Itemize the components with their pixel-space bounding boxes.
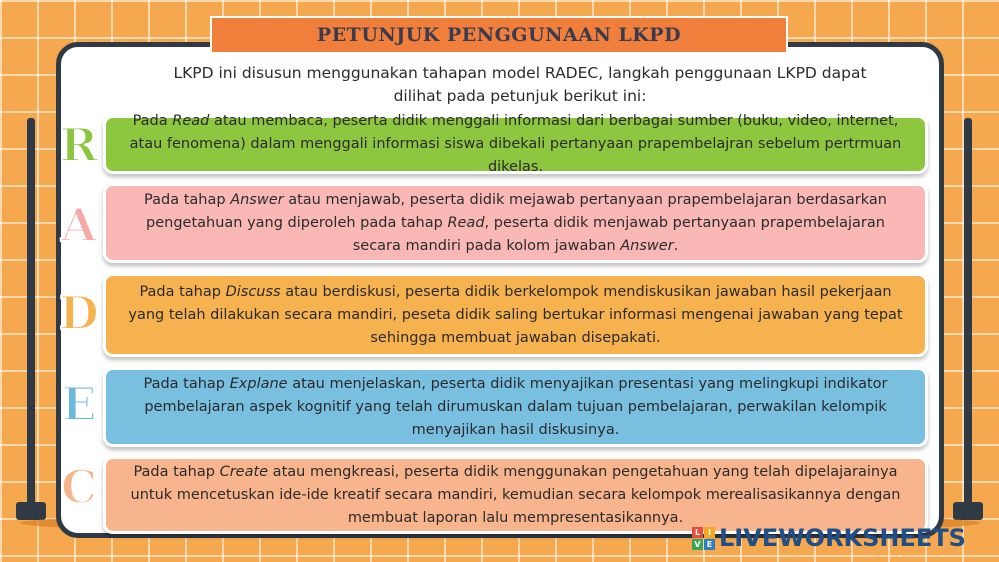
liveworksheets-brand: [692, 524, 966, 552]
term-answer: Answer: [230, 191, 284, 208]
logo-letter-v: V: [692, 539, 703, 550]
term-read: Read: [172, 113, 210, 129]
logo-letter-e: E: [704, 539, 715, 550]
step-create: [103, 456, 928, 534]
letter-a: A: [61, 198, 97, 252]
step-answer: [103, 183, 928, 263]
step-create-text: Pada tahap Create atau mengkreasi, peserta didik menggunakan pengetahuan yang telah dipelajarainya untuk mencetuskan ide-ide kreatif secara mandiri, kemudian secara kelompok merealisasikannya dengan membuat laporan lalu mempresentasikannya.: [130, 463, 901, 526]
intro-line-1: LKPD ini disusun menggunakan tahapan model RADEC, langkah penggunaan LKPD dapat: [173, 64, 867, 82]
left-pole: [27, 118, 35, 508]
liveworksheets-wordmark: LIVEWORKSHEETS: [719, 524, 966, 552]
step-discuss-text: Pada tahap Discuss atau berdiskusi, peserta didik berkelompok mendiskusikan jawaban hasil pekerjaan yang telah dilakukan secara mandiri, peseta didik saling bertukar informasi mengenai jawaban yang tepat sehingga membuat jawaban disepakati.: [128, 283, 903, 346]
intro-text: [150, 62, 890, 108]
logo-letter-l: L: [692, 527, 703, 538]
logo-letter-i: I: [704, 527, 715, 538]
letter-c: C: [60, 460, 98, 514]
term-discuss: Discuss: [225, 283, 281, 300]
right-pole: [964, 118, 972, 508]
intro-line-2: dilihat pada petunjuk berikut ini:: [393, 87, 647, 105]
letter-e: E: [61, 377, 97, 431]
liveworksheets-logo: [692, 527, 715, 550]
step-read-text: Pada Read atau membaca, peserta didik menggali informasi dari berbagai sumber (buku, video, internet, atau fenomena) dalam menggali informasi siswa dibekali pertanyaan prapembelajran sebelum pertrmuan dikelas.: [129, 113, 902, 175]
right-pole-foot: [953, 502, 983, 520]
step-answer-text: Pada tahap Answer atau menjawab, peserta didik mejawab pertanyaan prapembelajaran berdasarkan pengetahuan yang diperoleh pada tahap Read, peserta didik menjawab pertanyaan prapembelajaran secara mandiri pada kolom jawaban Answer.: [144, 191, 887, 254]
step-read: [103, 115, 928, 174]
term-explane: Explane: [229, 375, 288, 392]
step-explane: [103, 367, 928, 447]
step-discuss: [103, 273, 928, 357]
term-read-ref: Read: [447, 214, 485, 231]
step-explane-text: Pada tahap Explane atau menjelaskan, peserta didik menyajikan presentasi yang melingkupi indikator pembelajaran aspek kognitif yang telah dirumuskan dalam tujuan pembelajaran, perwakilan kelompik menyajikan hasil diskusinya.: [143, 375, 888, 438]
page-title: PETUNJUK PENGGUNAAN LKPD: [210, 16, 788, 54]
letter-d: D: [59, 286, 99, 340]
letter-r: R: [59, 118, 99, 172]
term-answer-ref: Answer: [620, 237, 674, 254]
term-create: Create: [219, 463, 269, 480]
left-pole-foot: [16, 502, 46, 520]
